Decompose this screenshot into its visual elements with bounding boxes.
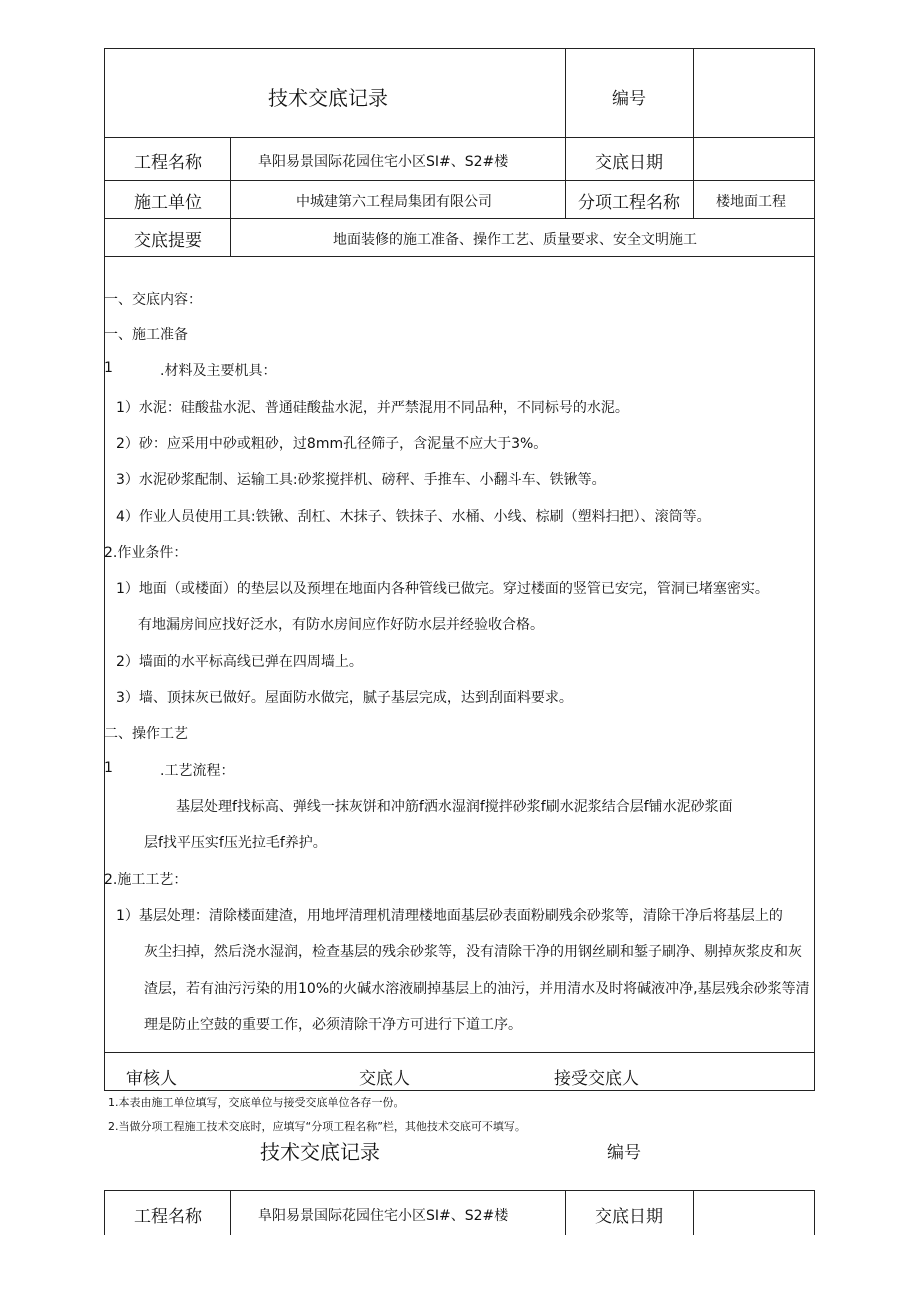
presenter-label: 交底人: [359, 1069, 410, 1089]
heading-prep: 一、施工准备: [104, 327, 188, 343]
material-4: 4）作业人员使用工具:铁锹、刮杠、木抹子、铁抹子、水桶、小线、棕刷（塑料扫把）、滚筒等。: [116, 509, 711, 525]
number-label: 编号: [612, 89, 646, 109]
material-1: 1）水泥：硅酸盐水泥、普通硅酸盐水泥，并严禁混用不同品种，不同标号的水泥。: [116, 400, 629, 416]
project-name-value: 阜阳易景国际花园住宅小区SI#、S2#楼: [258, 154, 509, 170]
sub-project-label: 分项工程名称: [578, 193, 680, 213]
paragraph-line-4: 理是防止空鼓的重要工作，必须清除干净方可进行下道工序。: [144, 1017, 522, 1033]
page2-form-title: 技术交底记录: [260, 1140, 380, 1164]
page2-date-label: 交底日期: [595, 1207, 663, 1227]
condition-1a: 1）地面（或楼面）的垫层以及预埋在地面内各种管线已做完。穿过楼面的竖管已安完，管洞已堵塞密实。: [116, 581, 769, 597]
op1-text: .工艺流程：: [160, 763, 235, 779]
receiver-label: 接受交底人: [554, 1069, 639, 1089]
item1-text: .材料及主要机具：: [160, 363, 277, 379]
paragraph-line-2: 灰尘扫掉，然后浇水湿润，检查基层的残余砂浆等，没有清除干净的用钢丝刷和錾子刷净、剔掉灰浆皮和灰: [144, 944, 802, 960]
item1-number: 1: [104, 360, 113, 376]
summary-label: 交底提要: [134, 231, 202, 251]
material-3: 3）水泥砂浆配制、运输工具:砂浆搅拌机、磅秤、手推车、小翻斗车、铁锹等。: [116, 472, 606, 488]
contractor-label: 施工单位: [134, 193, 202, 213]
op1-number: 1: [104, 760, 113, 776]
project-name-label: 工程名称: [134, 153, 202, 173]
heading-craft: 2.施工工艺：: [104, 872, 188, 888]
page2-project-name-label: 工程名称: [134, 1207, 202, 1227]
reviewer-label: 审核人: [126, 1069, 177, 1089]
heading-conditions: 2.作业条件：: [104, 545, 188, 561]
flow-line-1: 基层处理f找标高、弹线一抹灰饼和冲筋f洒水湿润f搅拌砂浆f刷水泥浆结合层f铺水泥砂浆面: [176, 799, 733, 815]
condition-3: 3）墙、顶抹灰已做好。屋面防水做完，腻子基层完成，达到刮面料要求。: [116, 690, 573, 706]
paragraph-line-3: 渣层，若有油污污染的用10%的火碱水溶液刷掉基层上的油污，并用清水及时将碱液冲净,基层残余砂浆等清: [144, 981, 810, 997]
page2-project-name-value: 阜阳易景国际花园住宅小区SI#、S2#楼: [258, 1208, 509, 1224]
material-2: 2）砂：应采用中砂或粗砂，过8mm孔径筛子，含泥量不应大于3%。: [116, 436, 548, 452]
page2-number-label: 编号: [607, 1143, 641, 1163]
contractor-value: 中城建第六工程局集团有限公司: [296, 194, 492, 210]
note-2: 2.当做分项工程施工技术交底时，应填写“分项工程名称”栏，其他技术交底可不填写。: [108, 1120, 526, 1133]
summary-value: 地面装修的施工准备、操作工艺、质量要求、安全文明施工: [333, 232, 697, 248]
flow-line-2: 层f找平压实f压光拉毛f养护。: [144, 835, 327, 851]
condition-1b: 有地漏房间应找好泛水，有防水房间应作好防水层并经验收合格。: [138, 617, 544, 633]
form-title: 技术交底记录: [268, 86, 388, 110]
note-1: 1.本表由施工单位填写，交底单位与接受交底单位各存一份。: [108, 1096, 405, 1109]
condition-2: 2）墙面的水平标高线已弹在四周墙上。: [116, 654, 363, 670]
date-label: 交底日期: [595, 153, 663, 173]
paragraph-line-1: 1）基层处理：清除楼面建渣，用地坪清理机清理楼地面基层砂表面粉刷残余砂浆等，清除干净后将基层上的: [116, 908, 783, 924]
heading-ops: 二、操作工艺: [104, 726, 188, 742]
sub-project-value: 楼地面工程: [716, 194, 786, 210]
heading-content: 一、交底内容：: [104, 292, 202, 308]
